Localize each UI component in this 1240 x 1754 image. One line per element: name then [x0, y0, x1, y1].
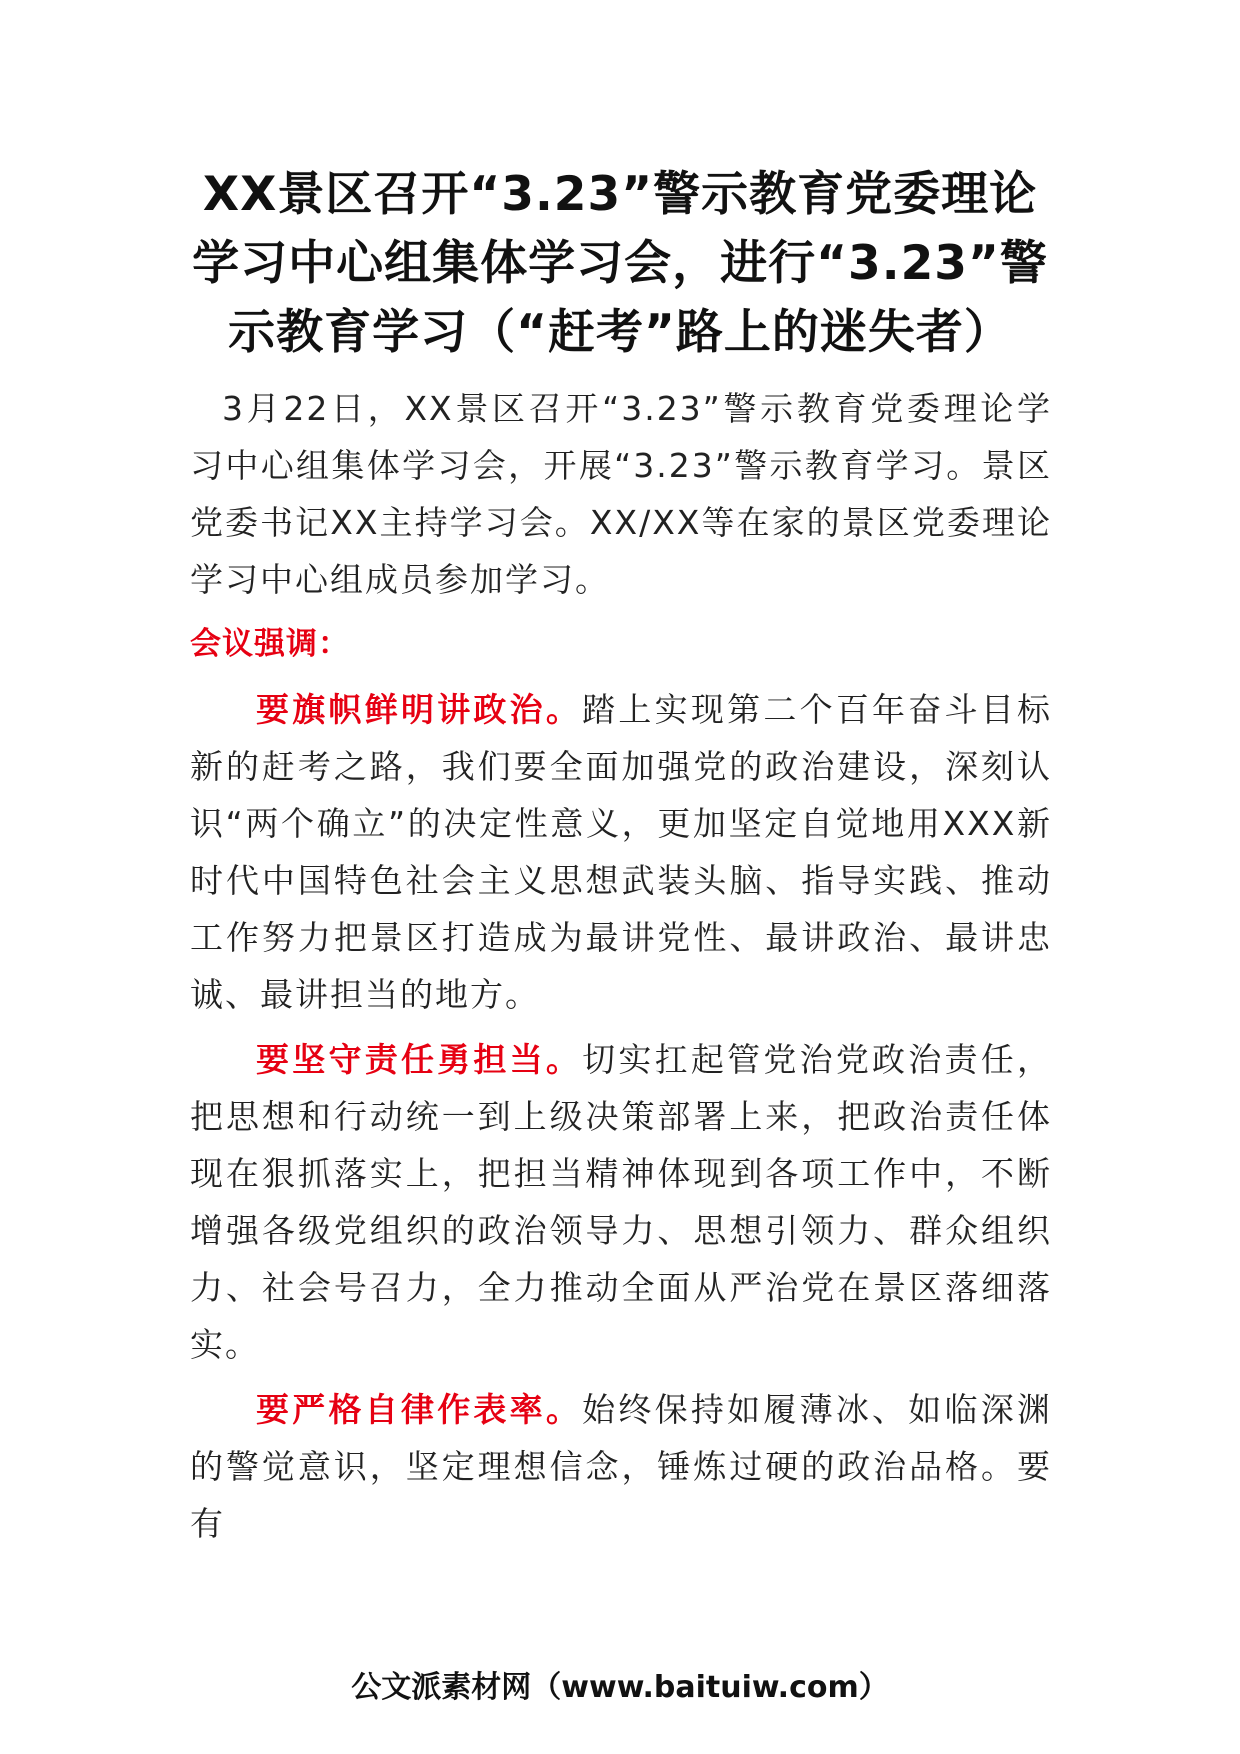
- point-paragraph-1: [190, 681, 1052, 1023]
- document-body: [190, 380, 1052, 1560]
- point-paragraph-2: [190, 1031, 1052, 1373]
- intro-paragraph: 3月22日，XX景区召开“3.23”警示教育党委理论学习中心组集体学习会，开展“3.23”警示教育学习。景区党委书记XX主持学习会。XX/XX等在家的景区党委理论学习中心组成员参加学习。: [190, 389, 1052, 599]
- point-lead-3: 要严格自律作表率。: [256, 1390, 583, 1429]
- point-text-1: 踏上实现第二个百年奋斗目标新的赶考之路，我们要全面加强党的政治建设，深刻认识“两个确立”的决定性意义，更加坚定自觉地用XXX新时代中国特色社会主义思想武装头脑、指导实践、推动工作努力把景区打造成为最讲党性、最讲政治、最讲忠诚、最讲担当的地方。: [190, 690, 1053, 1014]
- point-text-3: 始终保持如履薄冰、如临深渊的警觉意识，坚定理想信念，锤炼过硬的政治品格。要有: [190, 1390, 1053, 1543]
- emphasis-heading: 会议强调：: [190, 626, 350, 662]
- point-lead-2: 要坚守责任勇担当。: [256, 1040, 583, 1079]
- document-title: XX景区召开“3.23”警示教育党委理论学习中心组集体学习会，进行“3.23”警示教育学习（“赶考”路上的迷失者）: [192, 167, 1048, 360]
- point-text-2: 切实扛起管党治党政治责任，把思想和行动统一到上级决策部署上来，把政治责任体现在狠抓落实上，把担当精神体现到各项工作中，不断增强各级党组织的政治领导力、思想引领力、群众组织力、社会号召力，全力推动全面从严治党在景区落细落实。: [190, 1040, 1053, 1364]
- footer-source: 公文派素材网（www.baituiw.com）: [351, 1670, 889, 1705]
- point-paragraph-3: [190, 1381, 1052, 1552]
- point-lead-1: 要旗帜鲜明讲政治。: [256, 690, 583, 729]
